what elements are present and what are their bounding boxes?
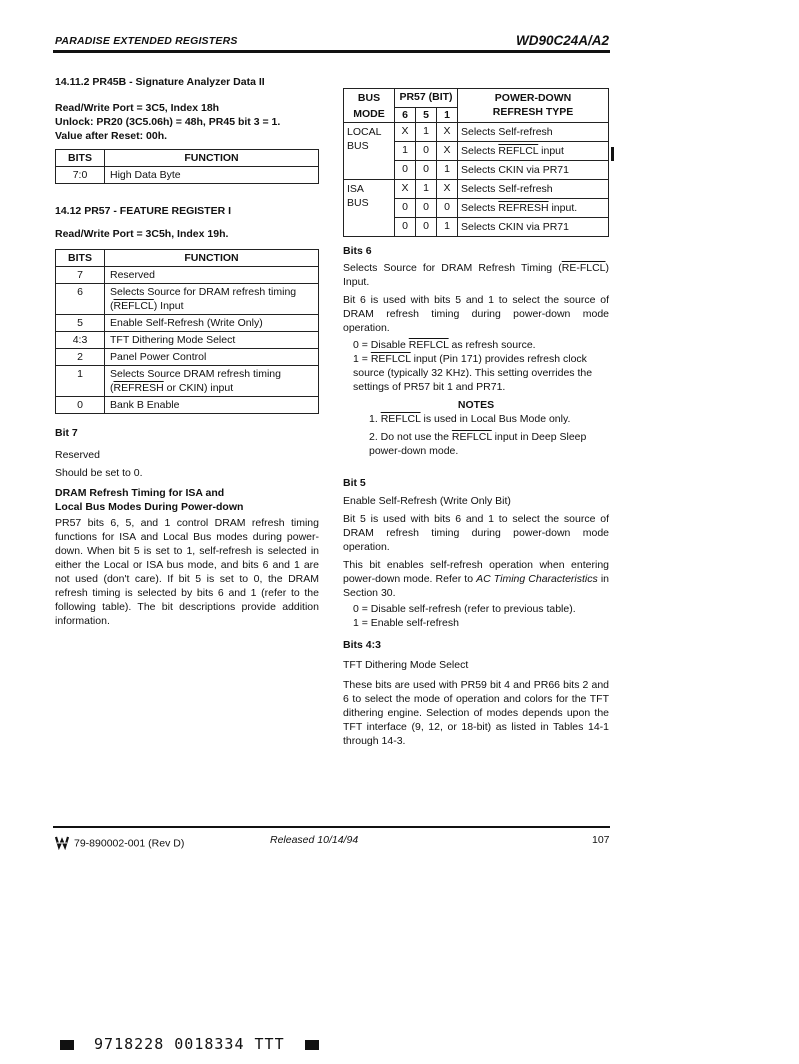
barcode-block-right xyxy=(305,1040,319,1050)
refresh-type-cell xyxy=(458,198,609,217)
text-part: in Section 30. xyxy=(343,573,609,599)
text-part: ) Input. xyxy=(343,262,609,288)
text-part: Selects xyxy=(461,201,499,214)
pr45b-bits-header: BITS xyxy=(56,150,105,167)
pr45b-reset: Value after Reset: 00h. xyxy=(55,130,168,142)
bits6-paragraph: Bit 6 is used with bits 5 and 1 to select the source of DRAM refresh timing during power-down mode operation. xyxy=(343,294,609,334)
table-row xyxy=(56,397,319,414)
text-part: input. xyxy=(548,201,578,214)
pr57-bits-header: BITS xyxy=(56,250,105,267)
pr57-function-header: FUNCTION xyxy=(105,250,319,267)
signal-name: REFLCL xyxy=(498,144,539,157)
bit5-cell: 0 xyxy=(416,198,437,217)
change-bar xyxy=(611,147,614,161)
header-section-title: PARADISE EXTENDED REGISTERS xyxy=(55,35,238,47)
bit5-option-1: 1 = Enable self-refresh xyxy=(353,617,459,629)
refresh-type-cell: Selects CKIN via PR71 xyxy=(458,217,609,236)
barcode-line xyxy=(60,1035,319,1053)
page-number: 107 xyxy=(592,834,610,846)
bus-header: BUS xyxy=(344,89,395,108)
table-row xyxy=(344,122,609,141)
bits-cell: 7 xyxy=(56,267,105,284)
bits43-paragraph: These bits are used with PR59 bit 4 and PR66 bits 2 and 6 to select the mode of operation and colors for the TFT dithering engine. Selection of modes depends upon the TFT interface (9, 12, or 18-bit) as listed in Tables 14-1 through 14-3. xyxy=(343,679,609,747)
bit5-paragraph-2 xyxy=(343,558,609,600)
text-part: input in Deep Sleep power-down mode. xyxy=(369,431,587,457)
header-part-number: WD90C24A/A2 xyxy=(515,33,609,48)
bus-label: BUS xyxy=(347,196,369,209)
text-part: is used in Local Bus Mode only. xyxy=(420,413,571,425)
pr57-port: Read/Write Port = 3C5h, Index 19h. xyxy=(55,228,229,240)
bit6-header: 6 xyxy=(395,107,416,122)
footer-released: Released 10/14/94 xyxy=(270,834,359,846)
pr57-bit-header: PR57 (BIT) xyxy=(395,89,458,108)
function-cell: Panel Power Control xyxy=(105,349,319,366)
table-row xyxy=(56,332,319,349)
power-down-header-line1: POWER-DOWN xyxy=(494,92,572,104)
bits-cell: 2 xyxy=(56,349,105,366)
table-row xyxy=(344,179,609,198)
doc-number: 79-890002-001 (Rev D) xyxy=(74,837,185,850)
text-part: 1 = xyxy=(353,353,371,365)
bit5-summary: Enable Self-Refresh (Write Only Bit) xyxy=(343,495,511,507)
isa-label: ISA xyxy=(347,182,364,195)
pr45b-title: 14.11.2 PR45B - Signature Analyzer Data II xyxy=(55,76,265,88)
bits-cell: 5 xyxy=(56,315,105,332)
bit7-reserved: Reserved xyxy=(55,449,100,461)
text-part: input (Pin 171) provides refresh clock source (typically 32 KHz). This setting overrides the settings of PR57 bit 1 and PR71. xyxy=(353,353,593,393)
text-part: 2. Do not use the xyxy=(369,431,452,443)
text-part: or CKIN) input xyxy=(163,382,234,394)
bits43-summary: TFT Dithering Mode Select xyxy=(343,659,469,671)
bit6-cell: X xyxy=(395,179,416,198)
dram-body: PR57 bits 6, 5, and 1 control DRAM refresh timing functions for ISA and Local Bus modes during power-down. When bit 5 is set to 1, self-refresh is selected in either the Local or ISA bus mode, and bits 6 and 1 are not used (don't care). If bit 5 is set to 0, the DRAM refresh timing is selected by bits 6 and 1 (refer to the following table). The bit descriptions provide addition information. xyxy=(55,517,319,627)
text-part: ) Input xyxy=(153,300,184,312)
left-column xyxy=(55,75,319,628)
right-column-table xyxy=(343,88,609,237)
pr45b-bits-cell: 7:0 xyxy=(56,167,105,184)
text-part: Selects Source DRAM refresh timing ( xyxy=(110,368,281,394)
signal-name: REFRESH xyxy=(498,201,549,214)
bits6-summary xyxy=(343,261,609,289)
bit5-cell: 1 xyxy=(416,179,437,198)
bit5-paragraph-1: Bit 5 is used with bits 6 and 1 to select the source of DRAM refresh timing during power-down mode operation. xyxy=(343,513,609,553)
bus-mode-table xyxy=(343,88,609,237)
signal-name: RE-FLCL xyxy=(561,262,606,274)
dram-title-line2: Local Bus Modes During Power-down xyxy=(55,501,244,513)
bit6-cell: 0 xyxy=(395,160,416,179)
text-part: Selects Source for DRAM Refresh Timing ( xyxy=(343,262,562,274)
bit1-cell: X xyxy=(437,179,458,198)
bit6-cell: 0 xyxy=(395,198,416,217)
signal-name: REFLCL xyxy=(451,431,492,443)
function-cell: TFT Dithering Mode Select xyxy=(105,332,319,349)
isa-bus-cell xyxy=(344,179,395,236)
signal-name: REFLCL xyxy=(370,353,411,365)
signal-name: REFLCL xyxy=(113,300,154,312)
table-row xyxy=(56,349,319,366)
mode-header: MODE xyxy=(344,107,395,122)
bit1-cell: 1 xyxy=(437,160,458,179)
bus-label: BUS xyxy=(347,139,369,152)
dram-title-line1: DRAM Refresh Timing for ISA and xyxy=(55,487,225,499)
text-part: This bit enables self-refresh operation when entering power-down mode. Refer to xyxy=(343,559,609,585)
bit6-cell: X xyxy=(395,122,416,141)
text-part: 0 = Disable xyxy=(353,339,409,351)
refresh-type-cell xyxy=(458,141,609,160)
refresh-type-cell: Selects Self-refresh xyxy=(458,179,609,198)
footer-doc xyxy=(55,834,184,853)
barcode-block-left xyxy=(60,1040,74,1050)
bits6-option-1 xyxy=(343,352,609,394)
text-part: AC Timing Characteristics xyxy=(476,573,598,585)
text-part: input xyxy=(538,144,564,157)
bit5-cell: 0 xyxy=(416,160,437,179)
pr45b-function-header: FUNCTION xyxy=(105,150,319,167)
bit5-header: 5 xyxy=(416,107,437,122)
header-rule xyxy=(53,50,610,53)
function-cell xyxy=(105,366,319,397)
function-cell xyxy=(105,284,319,315)
refresh-type-cell: Selects CKIN via PR71 xyxy=(458,160,609,179)
power-down-header-line2: REFRESH TYPE xyxy=(492,106,574,118)
table-row xyxy=(56,284,319,315)
refresh-type-cell: Selects Self-refresh xyxy=(458,122,609,141)
right-column-text xyxy=(343,244,609,748)
signal-name: REFLCL xyxy=(408,339,449,351)
text-part: 1. xyxy=(369,413,381,425)
footer-rule xyxy=(53,826,610,828)
bits-cell: 0 xyxy=(56,397,105,414)
pr45b-unlock: Unlock: PR20 (3C5.06h) = 48h, PR45 bit 3 = 1. xyxy=(55,116,281,128)
bit7-title: Bit 7 xyxy=(55,427,78,439)
bit6-cell: 1 xyxy=(395,141,416,160)
bits6-option-0 xyxy=(343,338,609,352)
bit5-title: Bit 5 xyxy=(343,477,366,489)
wd-logo-icon xyxy=(55,834,69,853)
pr57-title: 14.12 PR57 - FEATURE REGISTER I xyxy=(55,205,232,217)
table-row xyxy=(56,167,319,184)
text-part: Selects Source for DRAM refresh timing ( xyxy=(110,286,297,312)
power-down-header xyxy=(458,89,609,123)
local-bus-cell xyxy=(344,122,395,179)
text-part: Selects xyxy=(461,144,499,157)
bits-cell: 6 xyxy=(56,284,105,315)
function-cell: Reserved xyxy=(105,267,319,284)
bit5-option-0: 0 = Disable self-refresh (refer to previous table). xyxy=(353,603,576,615)
notes-heading: NOTES xyxy=(457,399,495,411)
signal-name: REFLCL xyxy=(380,413,421,425)
function-cell: Enable Self-Refresh (Write Only) xyxy=(105,315,319,332)
barcode-text: 9718228 0018334 TTT xyxy=(94,1035,285,1053)
bits-cell: 4:3 xyxy=(56,332,105,349)
pr57-table xyxy=(55,249,319,414)
bit1-cell: X xyxy=(437,141,458,160)
pr45b-table xyxy=(55,149,319,184)
bit5-cell: 0 xyxy=(416,141,437,160)
bit5-cell: 1 xyxy=(416,122,437,141)
bit6-cell: 0 xyxy=(395,217,416,236)
bit7-note: Should be set to 0. xyxy=(55,467,143,479)
pr45b-function-cell: High Data Byte xyxy=(105,167,319,184)
table-row xyxy=(56,315,319,332)
table-row xyxy=(56,366,319,397)
note-2 xyxy=(343,430,609,458)
bit1-cell: X xyxy=(437,122,458,141)
bits-cell: 1 xyxy=(56,366,105,397)
signal-name: REFRESH xyxy=(113,382,164,394)
pr45b-port: Read/Write Port = 3C5, Index 18h xyxy=(55,102,220,114)
local-label: LOCAL xyxy=(347,125,382,138)
bit1-header: 1 xyxy=(437,107,458,122)
function-cell: Bank B Enable xyxy=(105,397,319,414)
note-1 xyxy=(343,412,609,426)
bit1-cell: 0 xyxy=(437,198,458,217)
text-part: as refresh source. xyxy=(448,339,536,351)
table-row xyxy=(56,267,319,284)
bits6-title: Bits 6 xyxy=(343,245,372,257)
bit1-cell: 1 xyxy=(437,217,458,236)
bit5-cell: 0 xyxy=(416,217,437,236)
bits43-title: Bits 4:3 xyxy=(343,639,381,651)
